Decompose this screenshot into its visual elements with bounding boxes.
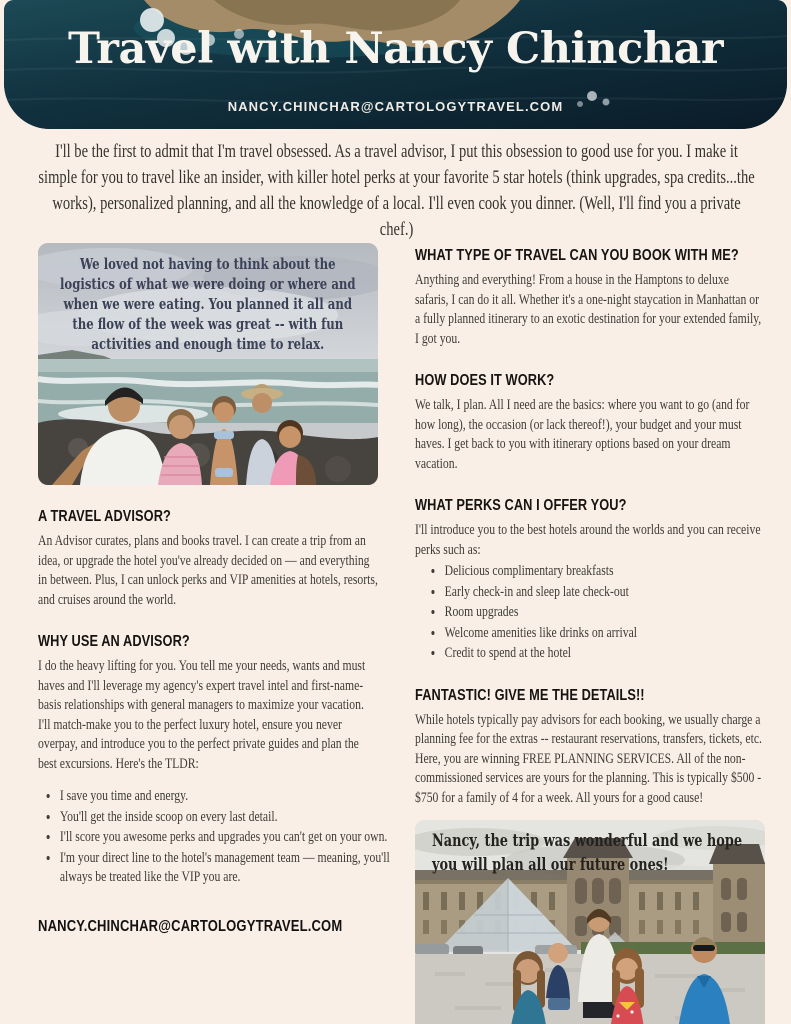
section-heading-what-type: WHAT TYPE OF TRAVEL CAN YOU BOOK WITH ME?: [415, 247, 739, 264]
section-heading-perks: WHAT PERKS CAN I OFFER YOU?: [415, 497, 627, 514]
intro-paragraph: I'll be the first to admit that I'm travel obsessed. As a travel advisor, I put this obsession to good use for you. I make it simple for you to travel like an insider, with killer hotel perks at your favorite 5 star hotels (think upgrades, spa credits...the works), personalized planning, and all the knowledge of a local. I'll even cook you dinner. (Well, I'll find you a private chef.): [38, 141, 755, 240]
content-columns: [0, 139, 791, 1024]
tldr-bullet-list: [38, 787, 398, 888]
section-body-what-type: Anything and everything! From a house in the Hamptons to deluxe safaris, I can do it all. Whether it's a one-night staycation in Manhattan or a fully planned itinerary to an exotic destination for your extended family, I got you.: [415, 272, 762, 347]
section-body-perks-intro: I'll introduce you to the best hotels around the worlds and you can receive perks such as:: [415, 522, 761, 558]
hero-header: [4, 0, 787, 129]
perk-bullet: • Delicious complimentary breakfasts: [443, 562, 791, 582]
right-column: [415, 243, 765, 1024]
section-heading-travel-advisor: A TRAVEL ADVISOR?: [38, 508, 171, 525]
section-body-travel-advisor: An Advisor curates, plans and books travel. I can create a trip from an idea, or upgrade the hotel you've already decided on — and everything in between. Plus, I can unlock perks and VIP amenities at hotels, resorts, and cruises around the world.: [38, 533, 378, 608]
tldr-bullet: • I'll score you awesome perks and upgrades you can't get on your own.: [58, 828, 398, 848]
tldr-bullet: • I'm your direct line to the hotel's management team — meaning, you'll always be treated like the VIP you are.: [58, 849, 398, 888]
perk-bullet: • Credit to spend at the hotel: [443, 644, 791, 664]
louvre-testimonial-photo: [415, 820, 765, 1024]
section-heading-details: FANTASTIC! GIVE ME THE DETAILS!!: [415, 686, 645, 704]
section-heading-how-it-works: HOW DOES IT WORK?: [415, 372, 555, 389]
page-title: Travel with Nancy Chinchar: [67, 24, 724, 74]
perk-bullet: • Early check-in and sleep late check-out: [443, 583, 791, 603]
perk-bullet: • Room upgrades: [443, 603, 791, 623]
perk-bullet: • Welcome amenities like drinks on arrival: [443, 624, 791, 644]
section-body-details: While hotels typically pay advisors for each booking, we usually charge a planning fee for the extras -- restaurant reservations, transfers, tickets, etc. Here, you are winning FREE PLANNING SERVICES. All of the non-commissioned services are yours for the planning. This is typically $500 - $750 for a family of 4 for a week. All yours for a good cause!: [415, 711, 762, 806]
perks-bullet-list: [415, 562, 791, 664]
testimonial-quote-louvre: Nancy, the trip was wonderful and we hope you will plan all our future ones!: [432, 831, 743, 874]
section-body-how-it-works: We talk, I plan. All I need are the basics: where you want to go (and for how long), the occasion (or lack thereof!), your budget and your must haves. I get back to you with itinerary options based on your dream vacation.: [415, 397, 750, 472]
sea-horizon: [38, 359, 378, 372]
section-body-why-advisor: I do the heavy lifting for you. You tell me your needs, wants and must haves and I'll leverage my agency's expert travel intel and first-name-basis relationships with general managers to maximize your vacation. I'll match-make you to the perfect luxury hotel, ensure you never overpay, and introduce you to the perfect private guides and plan the best excursions. Here's the TLDR:: [38, 658, 366, 772]
testimonial-quote-beach: We loved not having to think about the logistics of what we were doing or where and when we were eating. You planned it all and the flow of the week was great -- with fun activities and enough time to relax.: [59, 255, 356, 353]
beach-testimonial-photo: [38, 243, 378, 485]
tldr-bullet: • You'll get the inside scoop on every last detail.: [58, 808, 398, 828]
tldr-bullet: • I save you time and energy.: [58, 787, 398, 807]
header-email: NANCY.CHINCHAR@CARTOLOGYTRAVEL.COM: [227, 99, 564, 114]
section-heading-why-advisor: WHY USE AN ADVISOR?: [38, 633, 190, 650]
contact-email: NANCY.CHINCHAR@CARTOLOGYTRAVEL.COM: [38, 917, 343, 935]
left-column: [38, 243, 390, 1024]
